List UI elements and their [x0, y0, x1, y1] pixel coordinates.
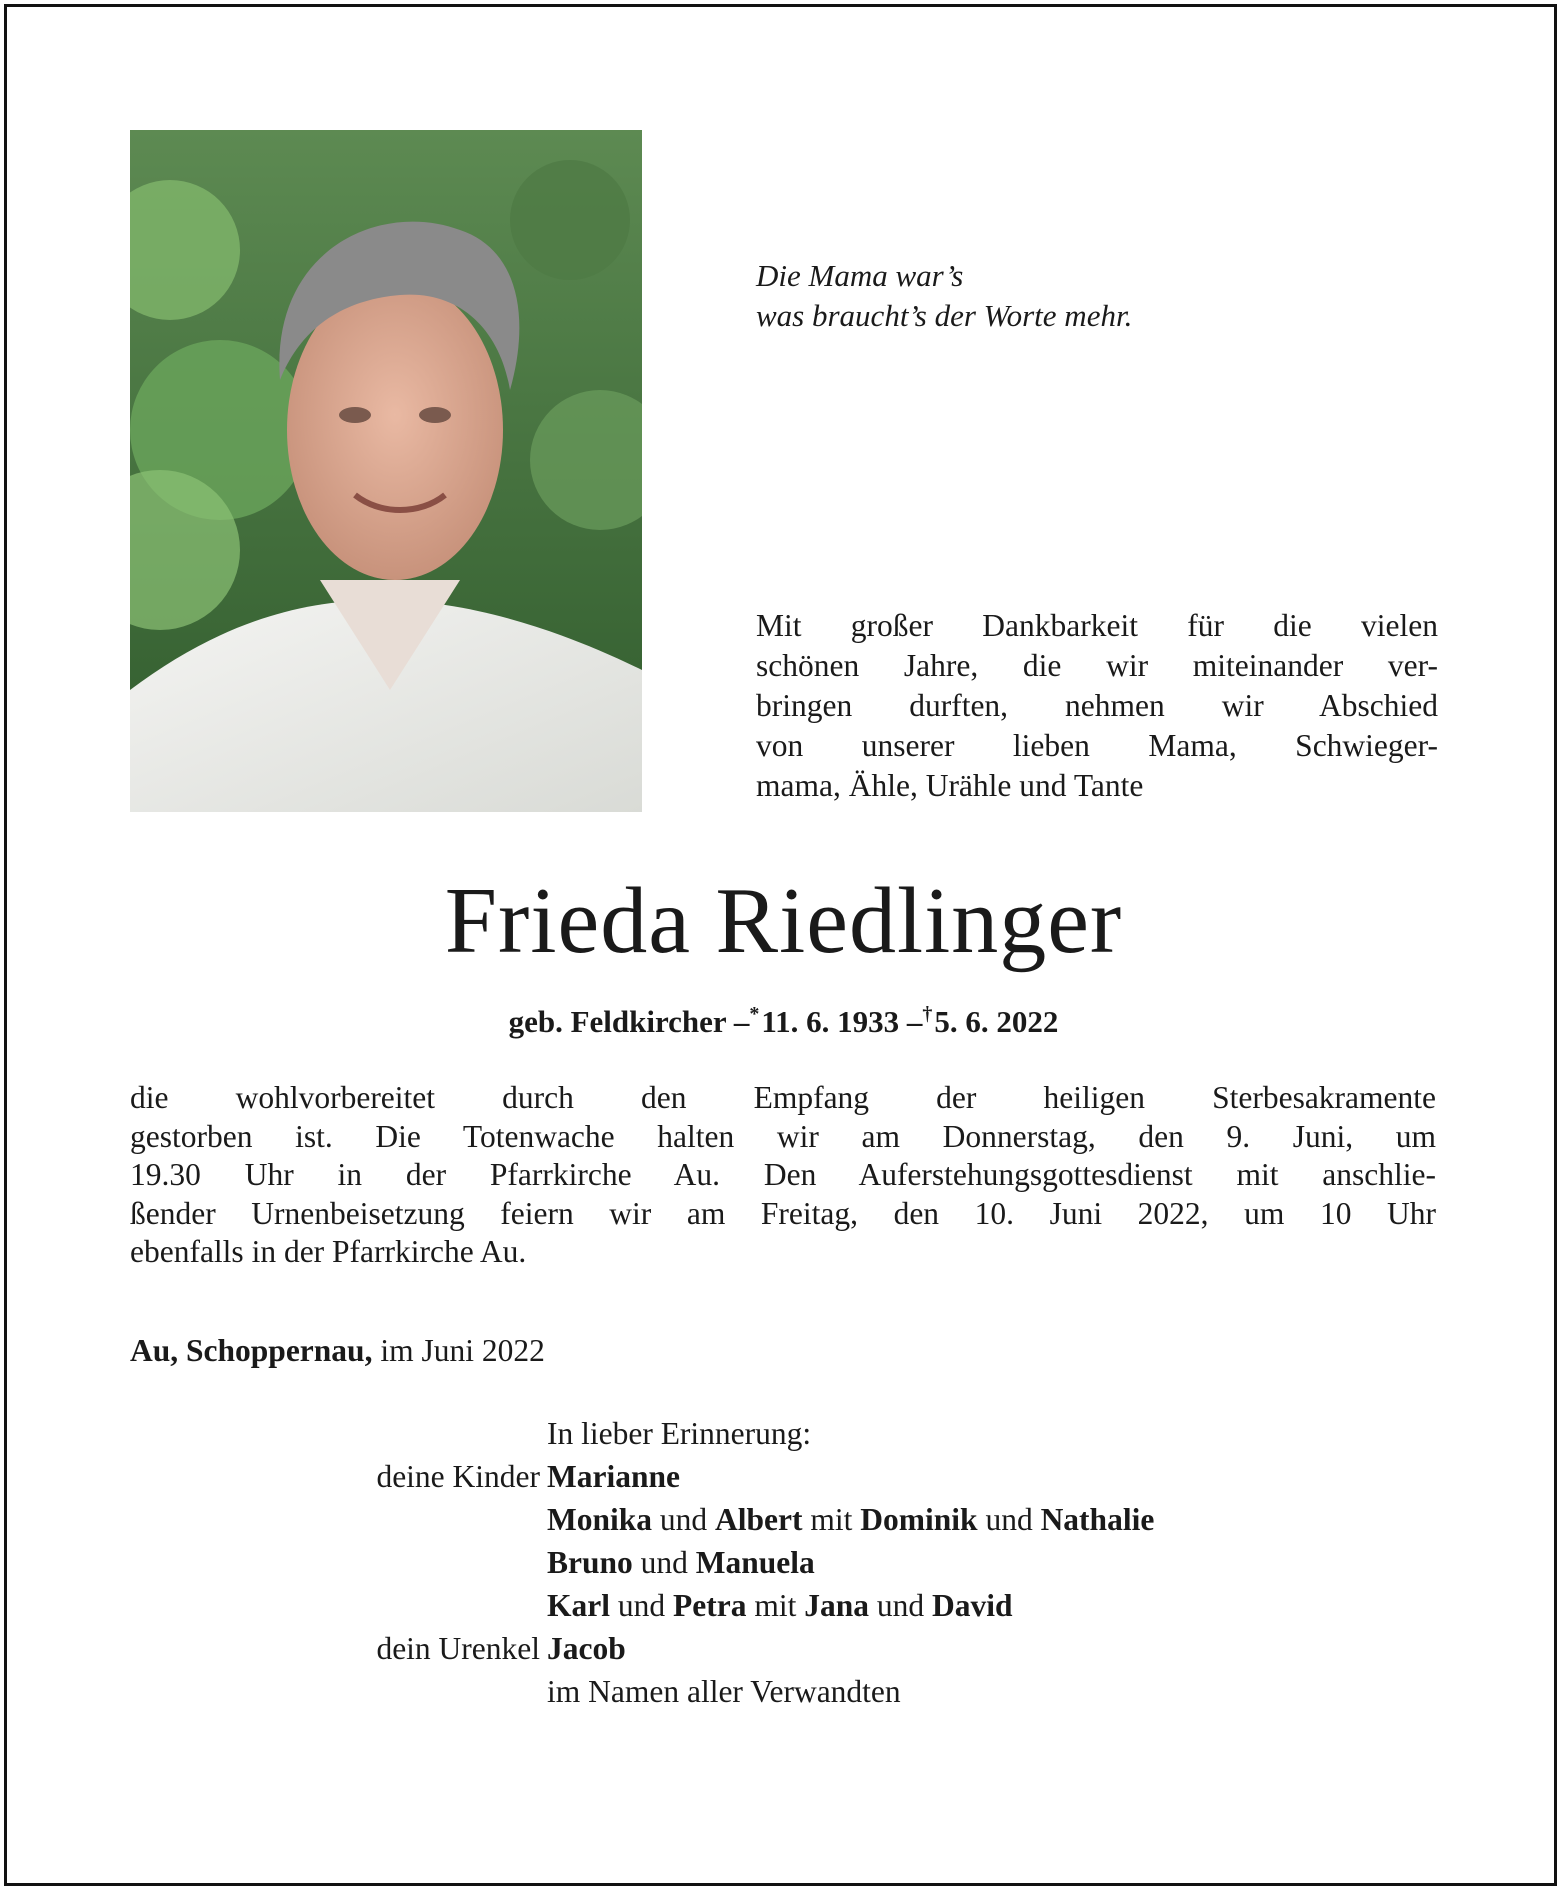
portrait-image	[130, 130, 642, 812]
mourners-heading-row	[0, 1412, 1567, 1455]
mourners-row	[0, 1541, 1567, 1584]
mourner-name: Nathalie	[1040, 1502, 1155, 1537]
mourner-name: Jacob	[547, 1631, 626, 1666]
intro-line: Mit großer Dankbarkeit für die vielen	[756, 608, 1438, 643]
mourners-row	[0, 1455, 1567, 1498]
announcement-line: gestorben ist. Die Totenwache halten wir am Donnerstag, den 9. Juni, um	[130, 1118, 1436, 1154]
mourner-names	[547, 1584, 1013, 1627]
relation-label: dein Urenkel	[376, 1631, 540, 1666]
mourners-row	[0, 1584, 1567, 1627]
motto-quote	[756, 256, 1132, 336]
mourner-name: Monika	[547, 1502, 653, 1537]
death-date: 5. 6. 2022	[934, 1004, 1059, 1039]
mourners-row	[0, 1498, 1567, 1541]
mourner-name: Bruno	[547, 1545, 633, 1580]
motto-line: was braucht’s der Worte mehr.	[756, 298, 1133, 333]
mourners-heading: In lieber Erinnerung:	[547, 1416, 812, 1451]
mourner-name: Marianne	[547, 1459, 680, 1494]
date: im Juni 2022	[380, 1333, 545, 1368]
place: Au, Schoppernau,	[130, 1333, 373, 1368]
birth-date: 11. 6. 1933	[761, 1004, 900, 1039]
mourner-name: Karl	[547, 1588, 610, 1623]
announcement-line: 19.30 Uhr in der Pfarrkirche Au. Den Auferstehungsgottesdienst mit anschlie-	[130, 1157, 1436, 1192]
death-cross-icon: †	[922, 1003, 933, 1025]
announcement-line: die wohlvorbereitet durch den Empfang der heiligen Sterbesakramente	[130, 1080, 1436, 1115]
mourner-name: Manuela	[695, 1545, 815, 1580]
intro-line: von unserer lieben Mama, Schwieger-	[756, 728, 1438, 763]
birth-name: geb. Feldkircher	[508, 1004, 727, 1039]
portrait-photo	[130, 130, 642, 812]
connector: und	[985, 1502, 1033, 1537]
relation-label: deine Kinder	[376, 1459, 540, 1494]
intro-line: mama, Ähle, Urähle und Tante	[756, 768, 1144, 803]
separator: –	[733, 1004, 750, 1039]
mourners-row	[0, 1670, 1567, 1713]
motto-line: Die Mama war’s	[756, 258, 964, 293]
life-dates	[0, 994, 1567, 1042]
separator: –	[906, 1004, 923, 1039]
mourners-list	[0, 1412, 1567, 1713]
closing-line: im Namen aller Verwandten	[547, 1674, 901, 1709]
mourners-row	[0, 1627, 1567, 1670]
birth-star-icon: *	[749, 1003, 760, 1025]
deceased-name: Frieda Riedlinger	[444, 869, 1123, 973]
connector: und	[659, 1502, 708, 1537]
place-date	[130, 1331, 545, 1371]
announcement-line: ßender Urnenbeisetzung feiern wir am Freitag, den 10. Juni 2022, um 10 Uhr	[130, 1195, 1436, 1231]
intro-paragraph	[756, 606, 1438, 806]
announcement-paragraph	[130, 1079, 1436, 1272]
mourner-name: Dominik	[860, 1502, 978, 1537]
mourner-name: David	[932, 1588, 1013, 1623]
mourner-name: Petra	[673, 1588, 747, 1623]
mourner-names	[547, 1541, 815, 1584]
announcement-line: ebenfalls in der Pfarrkirche Au.	[130, 1234, 527, 1269]
connector: mit	[810, 1502, 853, 1537]
mourner-names	[547, 1627, 626, 1670]
mourner-name: Albert	[715, 1502, 803, 1537]
connector: und	[640, 1545, 688, 1580]
connector: und	[876, 1588, 925, 1623]
connector: und	[617, 1588, 666, 1623]
mourner-names	[547, 1455, 680, 1498]
intro-line: bringen durften, nehmen wir Abschied	[756, 688, 1438, 723]
mourner-names	[547, 1498, 1154, 1541]
connector: mit	[754, 1588, 797, 1623]
intro-line: schönen Jahre, die wir miteinander ver-	[756, 648, 1438, 683]
mourner-name: Jana	[804, 1588, 869, 1623]
